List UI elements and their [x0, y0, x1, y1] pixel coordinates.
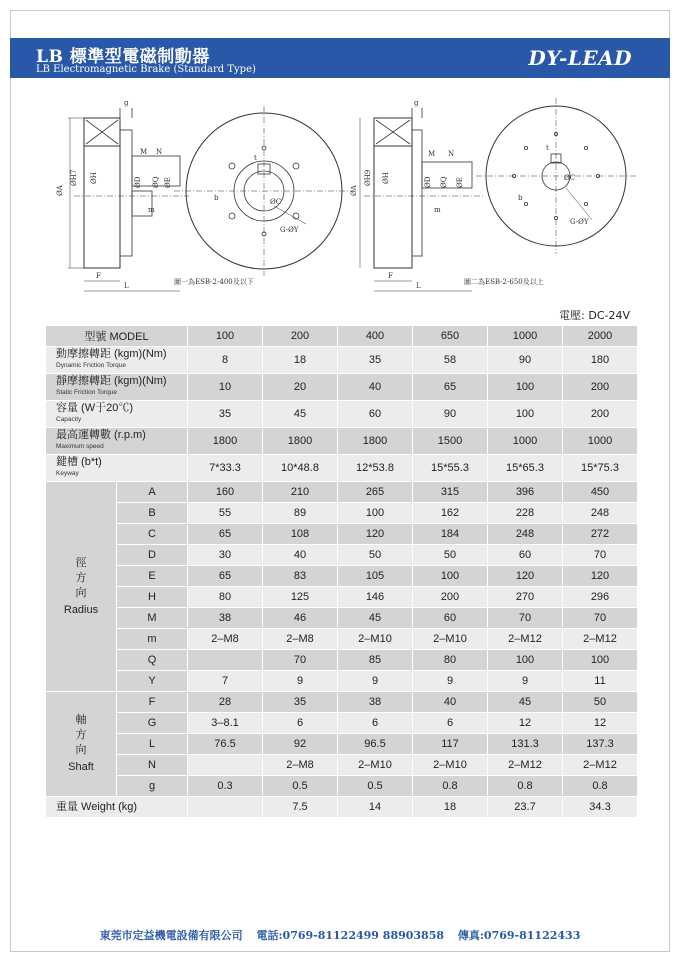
value-cell: 0.3 — [188, 776, 263, 797]
dim2-t: t — [546, 144, 549, 152]
value-cell: 272 — [563, 524, 638, 545]
dim2-GY: G-ØY — [570, 218, 589, 226]
dim-H: ØH — [90, 172, 98, 184]
value-cell: 105 — [338, 566, 413, 587]
value-cell: 83 — [263, 566, 338, 587]
value-cell: 100 — [338, 503, 413, 524]
value-cell: 6 — [263, 713, 338, 734]
value-cell: 9 — [413, 671, 488, 692]
row-label — [46, 347, 188, 374]
table-row — [46, 347, 638, 374]
table-row — [46, 524, 638, 545]
radius-group-label — [46, 482, 117, 692]
dim2-H9: ØH9 — [364, 169, 372, 186]
table-row — [46, 776, 638, 797]
model-cell: 400 — [338, 326, 413, 347]
value-cell: 162 — [413, 503, 488, 524]
value-cell: 0.8 — [488, 776, 563, 797]
value-cell: 125 — [263, 587, 338, 608]
shaft-label-char: 方 — [75, 729, 87, 741]
value-cell: 12 — [488, 713, 563, 734]
value-cell: 96.5 — [338, 734, 413, 755]
value-cell: 80 — [188, 587, 263, 608]
row-label-en: Static Friction Torque — [56, 389, 117, 396]
value-cell: 15*55.3 — [413, 455, 488, 482]
technical-drawing — [44, 96, 644, 296]
value-cell: 270 — [488, 587, 563, 608]
shaft-label-char: 向 — [75, 744, 87, 756]
figure2-caption: 圖二為ESB-2-650及以上 — [464, 278, 544, 286]
value-cell: 120 — [488, 566, 563, 587]
brand-logo: DY-LEAD — [528, 46, 632, 70]
value-cell: 120 — [338, 524, 413, 545]
value-cell: 200 — [563, 374, 638, 401]
title-banner — [10, 38, 670, 78]
dim-g: g — [124, 99, 129, 107]
value-cell: 18 — [263, 347, 338, 374]
value-cell: 1800 — [263, 428, 338, 455]
shaft-label-char: 軸 — [75, 714, 87, 726]
value-cell — [188, 755, 263, 776]
table-row — [46, 650, 638, 671]
value-cell: 65 — [413, 374, 488, 401]
dim2-F: F — [388, 272, 393, 280]
value-cell: 108 — [263, 524, 338, 545]
figure2-side-view — [350, 99, 484, 291]
value-cell: 248 — [563, 503, 638, 524]
dim-D: ØD — [134, 176, 142, 188]
model-cell: 650 — [413, 326, 488, 347]
value-cell: 45 — [488, 692, 563, 713]
value-cell: 85 — [338, 650, 413, 671]
value-cell: 131.3 — [488, 734, 563, 755]
value-cell: 210 — [263, 482, 338, 503]
value-cell: 15*65.3 — [488, 455, 563, 482]
table-row — [46, 692, 638, 713]
param-name: D — [117, 545, 188, 566]
value-cell: 38 — [338, 692, 413, 713]
param-name: F — [117, 692, 188, 713]
value-cell: 1500 — [413, 428, 488, 455]
model-cell: 200 — [263, 326, 338, 347]
value-cell: 1000 — [563, 428, 638, 455]
value-cell: 40 — [263, 545, 338, 566]
value-cell: 315 — [413, 482, 488, 503]
table-row — [46, 401, 638, 428]
dim2-C: ØC — [564, 174, 576, 182]
value-cell: 70 — [563, 608, 638, 629]
dim-L: L — [124, 282, 129, 290]
value-cell: 92 — [263, 734, 338, 755]
value-cell: 117 — [413, 734, 488, 755]
table-row — [46, 755, 638, 776]
value-cell: 45 — [338, 608, 413, 629]
row-label — [46, 428, 188, 455]
value-cell: 100 — [488, 650, 563, 671]
value-cell: 60 — [488, 545, 563, 566]
value-cell: 1800 — [188, 428, 263, 455]
dim2-b: b — [518, 194, 523, 202]
param-name: Y — [117, 671, 188, 692]
row-label-cn: 鍵槽 (b*t) — [56, 456, 102, 468]
param-name: L — [117, 734, 188, 755]
dim-t: t — [254, 154, 257, 162]
value-cell: 15*75.3 — [563, 455, 638, 482]
fax-number: 傳真:0769-81122433 — [457, 929, 581, 942]
value-cell: 100 — [488, 401, 563, 428]
dim-N: N — [156, 148, 163, 156]
param-name: E — [117, 566, 188, 587]
value-cell: 70 — [263, 650, 338, 671]
row-label-en: Keyway — [56, 470, 79, 477]
dim2-m: m — [434, 206, 441, 214]
value-cell: 100 — [413, 566, 488, 587]
value-cell: 3–8.1 — [188, 713, 263, 734]
value-cell: 80 — [413, 650, 488, 671]
value-cell: 6 — [413, 713, 488, 734]
value-cell: 9 — [338, 671, 413, 692]
value-cell: 0.5 — [338, 776, 413, 797]
company-name: 東莞市定益機電設備有限公司 — [99, 929, 243, 942]
value-cell: 60 — [338, 401, 413, 428]
param-name: G — [117, 713, 188, 734]
value-cell: 65 — [188, 524, 263, 545]
value-cell: 228 — [488, 503, 563, 524]
table-row — [46, 566, 638, 587]
value-cell: 2–M12 — [563, 629, 638, 650]
value-cell: 35 — [263, 692, 338, 713]
row-label-cn: 最高運轉數 (r.p.m) — [56, 429, 146, 441]
table-row — [46, 503, 638, 524]
dim-b: b — [214, 194, 219, 202]
table-row — [46, 671, 638, 692]
value-cell: 14 — [338, 797, 413, 818]
value-cell: 2–M12 — [563, 755, 638, 776]
dim-m: m — [148, 206, 155, 214]
dim-C: ØC — [270, 198, 282, 206]
value-cell: 12 — [563, 713, 638, 734]
value-cell: 0.5 — [263, 776, 338, 797]
value-cell: 2–M12 — [488, 629, 563, 650]
phone-number: 電話:0769-81122499 88903858 — [256, 929, 445, 942]
param-name: A — [117, 482, 188, 503]
value-cell: 30 — [188, 545, 263, 566]
table-row — [46, 545, 638, 566]
table-row — [46, 428, 638, 455]
table-row — [46, 608, 638, 629]
dim-GY: G-ØY — [280, 226, 299, 234]
value-cell: 50 — [338, 545, 413, 566]
title-cn: LB 標準型電磁制動器 — [36, 47, 210, 67]
table-row — [46, 713, 638, 734]
value-cell: 2–M10 — [338, 629, 413, 650]
figure2-front-view — [476, 98, 636, 254]
value-cell: 100 — [488, 374, 563, 401]
dim2-E: ØE — [456, 177, 464, 188]
table-row — [46, 734, 638, 755]
value-cell: 1000 — [488, 428, 563, 455]
table-row — [46, 482, 638, 503]
dim-E: ØE — [164, 177, 172, 188]
value-cell: 2–M8 — [188, 629, 263, 650]
value-cell: 100 — [563, 650, 638, 671]
footer-contact — [0, 927, 680, 943]
value-cell: 7.5 — [263, 797, 338, 818]
value-cell: 10*48.8 — [263, 455, 338, 482]
param-name: H — [117, 587, 188, 608]
value-cell: 7 — [188, 671, 263, 692]
value-cell: 76.5 — [188, 734, 263, 755]
row-label — [46, 455, 188, 482]
value-cell — [188, 650, 263, 671]
dim-A: ØA — [56, 185, 64, 196]
model-cell: 2000 — [563, 326, 638, 347]
value-cell: 200 — [563, 401, 638, 428]
dim2-A: ØA — [350, 185, 358, 196]
row-label-en: Capacity — [56, 416, 82, 423]
value-cell: 55 — [188, 503, 263, 524]
value-cell: 18 — [413, 797, 488, 818]
dim-M: M — [140, 148, 148, 156]
value-cell: 2–M10 — [413, 755, 488, 776]
value-cell: 23.7 — [488, 797, 563, 818]
spec-table — [45, 325, 638, 818]
radius-label-char: 方 — [75, 571, 87, 584]
value-cell: 20 — [263, 374, 338, 401]
value-cell: 60 — [413, 608, 488, 629]
value-cell: 265 — [338, 482, 413, 503]
dim-F: F — [96, 272, 101, 280]
param-name: m — [117, 629, 188, 650]
value-cell: 2–M8 — [263, 755, 338, 776]
row-label-cn: 靜摩擦轉距 (kgm)(Nm) — [56, 375, 167, 387]
param-name: g — [117, 776, 188, 797]
weight-label: 重量 Weight (kg) — [46, 797, 188, 818]
value-cell: 12*53.8 — [338, 455, 413, 482]
title-en: LB Electromagnetic Brake (Standard Type) — [36, 64, 256, 75]
figure1-front-view — [174, 106, 354, 276]
dim2-g: g — [414, 99, 419, 107]
value-cell: 40 — [338, 374, 413, 401]
model-cell: 100 — [188, 326, 263, 347]
value-cell: 184 — [413, 524, 488, 545]
value-cell: 89 — [263, 503, 338, 524]
value-cell: 180 — [563, 347, 638, 374]
param-name: B — [117, 503, 188, 524]
value-cell: 35 — [338, 347, 413, 374]
value-cell: 11 — [563, 671, 638, 692]
value-cell: 46 — [263, 608, 338, 629]
value-cell: 2–M10 — [413, 629, 488, 650]
value-cell: 35 — [188, 401, 263, 428]
value-cell: 9 — [488, 671, 563, 692]
value-cell: 7*33.3 — [188, 455, 263, 482]
figure1-side-view — [56, 99, 189, 291]
row-label — [46, 374, 188, 401]
value-cell: 10 — [188, 374, 263, 401]
value-cell: 70 — [488, 608, 563, 629]
value-cell: 160 — [188, 482, 263, 503]
dim2-H: ØH — [382, 172, 390, 184]
dim2-M: M — [428, 150, 436, 158]
dim2-D: ØD — [424, 176, 432, 188]
row-label-en: Dynamic Friction Torque — [56, 362, 126, 369]
dim-H7: ØH7 — [70, 169, 78, 186]
table-row — [46, 587, 638, 608]
value-cell: 0.8 — [563, 776, 638, 797]
row-label — [46, 401, 188, 428]
value-cell: 58 — [413, 347, 488, 374]
param-name: Q — [117, 650, 188, 671]
radius-label-char: 徑 — [75, 556, 87, 569]
figure1-caption: 圖一為ESB-2-400及以下 — [174, 278, 254, 286]
dim2-N: N — [448, 150, 455, 158]
value-cell: 50 — [413, 545, 488, 566]
shaft-label-en: Shaft — [68, 761, 94, 773]
value-cell: 248 — [488, 524, 563, 545]
value-cell: 38 — [188, 608, 263, 629]
row-label-cn: 動摩擦轉距 (kgm)(Nm) — [56, 348, 167, 360]
value-cell: 120 — [563, 566, 638, 587]
table-row — [46, 374, 638, 401]
value-cell: 2–M12 — [488, 755, 563, 776]
value-cell: 65 — [188, 566, 263, 587]
dim2-L: L — [416, 282, 421, 290]
value-cell: 450 — [563, 482, 638, 503]
value-cell: 9 — [263, 671, 338, 692]
shaft-group-label — [46, 692, 117, 797]
value-cell: 2–M8 — [263, 629, 338, 650]
row-label-en: Maximum speed — [56, 443, 104, 450]
row-label-cn: 容量 (W于20℃) — [56, 402, 133, 414]
param-name: C — [117, 524, 188, 545]
param-name: M — [117, 608, 188, 629]
table-row — [46, 455, 638, 482]
radius-label-char: 向 — [75, 586, 87, 599]
table-row — [46, 629, 638, 650]
table-row — [46, 326, 638, 347]
value-cell: 70 — [563, 545, 638, 566]
value-cell: 1800 — [338, 428, 413, 455]
value-cell: 45 — [263, 401, 338, 428]
value-cell: 8 — [188, 347, 263, 374]
value-cell: 2–M10 — [338, 755, 413, 776]
value-cell: 137.3 — [563, 734, 638, 755]
value-cell: 28 — [188, 692, 263, 713]
value-cell: 40 — [413, 692, 488, 713]
voltage-note: 電壓: DC-24V — [559, 309, 630, 322]
model-label: 型號 MODEL — [46, 326, 188, 347]
value-cell: 146 — [338, 587, 413, 608]
value-cell: 90 — [488, 347, 563, 374]
dim2-Q: ØQ — [440, 176, 448, 188]
value-cell: 0.8 — [413, 776, 488, 797]
value-cell: 90 — [413, 401, 488, 428]
value-cell: 296 — [563, 587, 638, 608]
value-cell: 200 — [413, 587, 488, 608]
dim-Q: ØQ — [152, 176, 160, 188]
value-cell: 50 — [563, 692, 638, 713]
value-cell: 6 — [338, 713, 413, 734]
value-cell: 396 — [488, 482, 563, 503]
value-cell — [188, 797, 263, 818]
radius-label-en: Radius — [63, 603, 99, 616]
value-cell: 34.3 — [563, 797, 638, 818]
model-cell: 1000 — [488, 326, 563, 347]
table-row — [46, 797, 638, 818]
param-name: N — [117, 755, 188, 776]
